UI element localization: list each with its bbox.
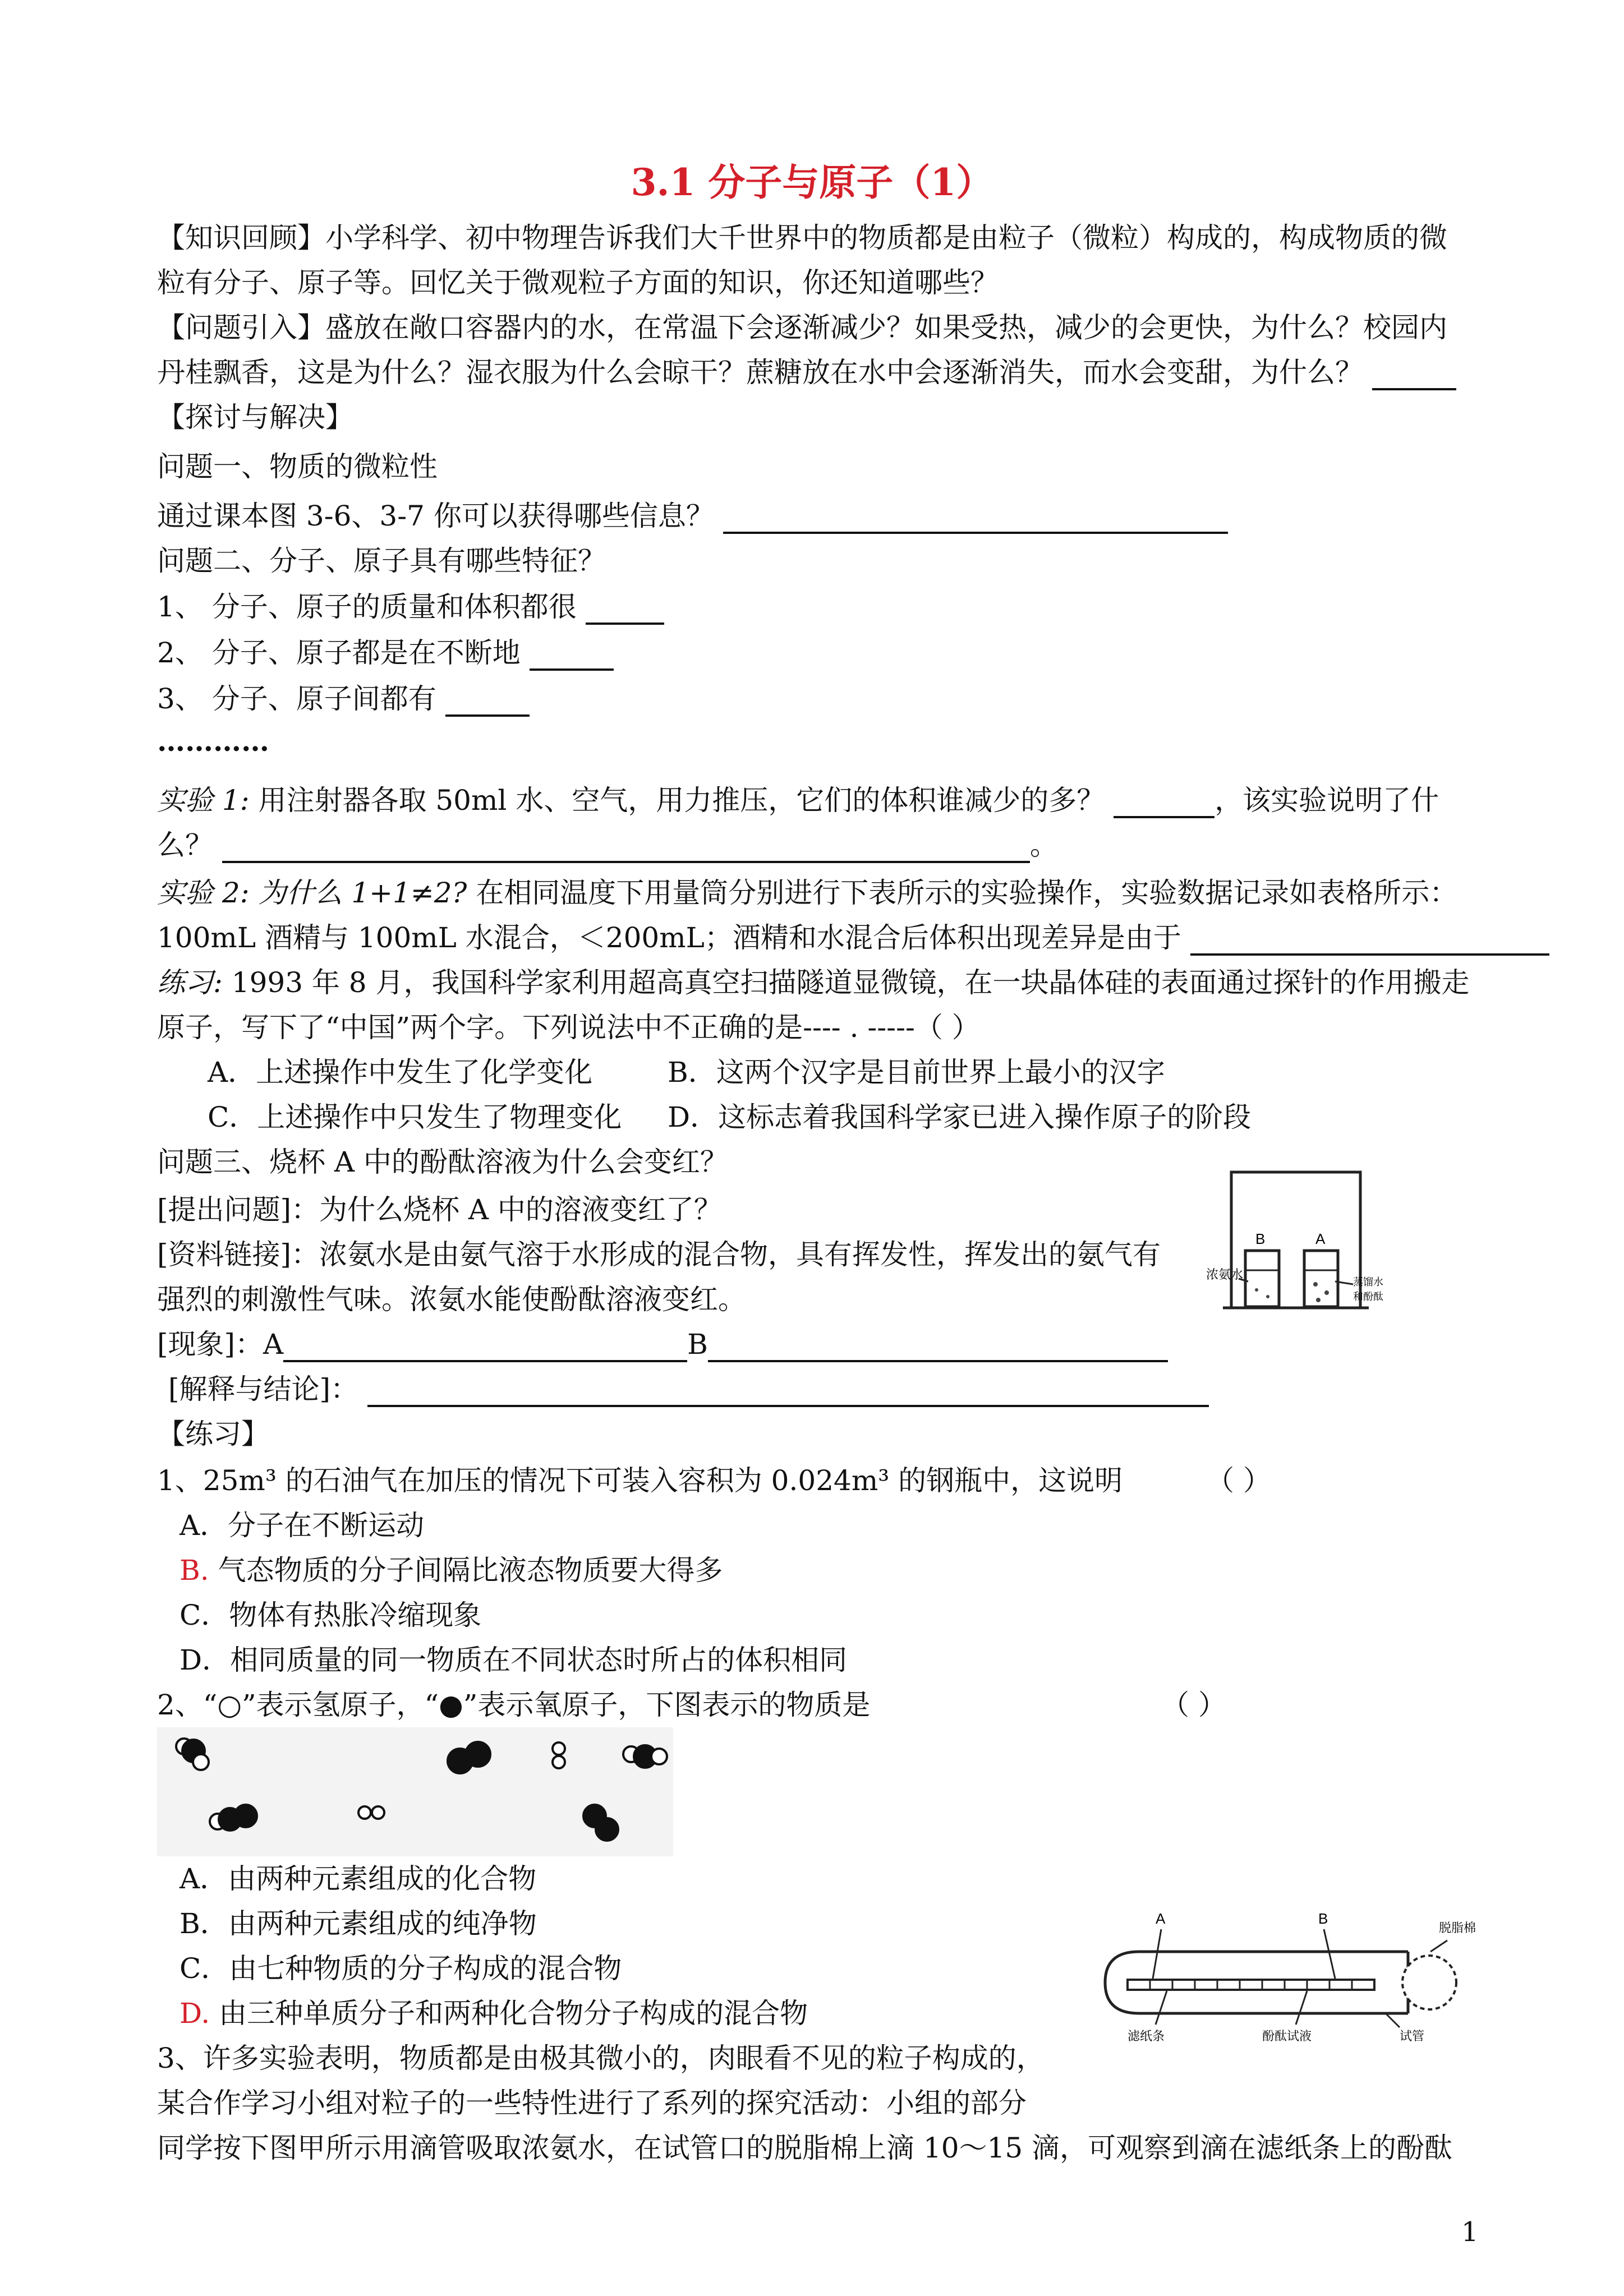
q2-item-2-blank bbox=[530, 639, 614, 671]
exp2-line2-text: 100mL 酒精与 100mL 水混合，＜200mL；酒精和水混合后体积出现差异是由于 bbox=[157, 921, 1181, 954]
ex1-option-b-text: 气态物质的分子间隔比液态物质要大得多 bbox=[209, 1554, 723, 1587]
ex1-option-d: D．相同质量的同一物质在不同状态时所占的体积相同 bbox=[180, 1644, 848, 1676]
ex2-option-d-letter: D. bbox=[180, 1997, 210, 2030]
ex2-option-c: C．由七种物质的分子构成的混合物 bbox=[180, 1952, 622, 1985]
beaker-note-left: 浓氨水 bbox=[1206, 1268, 1244, 1282]
tube-note-tube: 试管 bbox=[1400, 2030, 1425, 2044]
q2-item-2 bbox=[157, 635, 614, 671]
ex2-stem: 2、“○”表示氢原子，“●”表示氧原子，下图表示的物质是 bbox=[157, 1689, 871, 1721]
ex2-option-a: A．由两种元素组成的化合物 bbox=[180, 1862, 537, 1895]
ex2-paren: （ ） bbox=[1161, 1689, 1226, 1721]
oxygen-atom bbox=[596, 1818, 618, 1841]
exp1-line-1 bbox=[157, 782, 1439, 818]
discuss-heading: 【探讨与解决】 bbox=[157, 401, 353, 434]
beaker-diagram bbox=[1206, 1167, 1391, 1329]
ex1-option-a: A．分子在不断运动 bbox=[180, 1509, 425, 1542]
q3-phenomenon bbox=[157, 1326, 1168, 1362]
q1-question: 通过课本图 3-6、3-7 你可以获得哪些信息？ bbox=[157, 500, 714, 532]
practice-label: 练习: bbox=[157, 966, 223, 999]
q2-item-1 bbox=[157, 589, 664, 625]
ex1-paren: （ ） bbox=[1206, 1464, 1271, 1497]
hydrogen-atom bbox=[651, 1749, 667, 1764]
intro-line-2 bbox=[157, 354, 1456, 390]
q3-phen-b: B bbox=[687, 1328, 708, 1361]
q1-heading: 问题一、物质的微粒性 bbox=[157, 450, 438, 483]
ex3-line-3: 同学按下图甲所示用滴管吸取浓氨水，在试管口的脱脂棉上滴 10～15 滴，可观察到滴在滤纸条上的酚酞 bbox=[157, 2132, 1453, 2164]
ex3-line-2: 某合作学习小组对粒子的一些特性进行了系列的探究活动：小组的部分 bbox=[157, 2087, 1027, 2119]
q2-heading: 问题二、分子、原子具有哪些特征？ bbox=[157, 545, 606, 577]
q2-item-3 bbox=[157, 681, 530, 717]
molecule-background bbox=[157, 1727, 673, 1856]
exp1-label: 实验 1: bbox=[157, 784, 250, 817]
exp2-text: 在相同温度下用量筒分别进行下表所示的实验操作，实验数据记录如表格所示： bbox=[467, 877, 1458, 909]
page-title: 3.1 分子与原子（1） bbox=[631, 160, 993, 204]
q1-text bbox=[157, 498, 1228, 534]
review-line-1: 【知识回顾】小学科学、初中物理告诉我们大千世界中的物质都是由粒子（微粒）构成的，构成物质的微 bbox=[157, 222, 1447, 254]
ex1-option-b-letter: B. bbox=[180, 1554, 209, 1587]
tube-note-strip: 滤纸条 bbox=[1128, 2030, 1165, 2044]
tube-note-drops: 酚酞试液 bbox=[1262, 2030, 1312, 2044]
practice-line1: 1993 年 8 月，我国科学家利用超高真空扫描隧道显微镜，在一块晶体硅的表面通过探针的作用搬走 bbox=[222, 966, 1470, 999]
beaker-label-b: B bbox=[1255, 1230, 1266, 1247]
q3-conclusion bbox=[168, 1371, 1209, 1407]
hydrogen-atom bbox=[553, 1742, 565, 1755]
tube-label-a: A bbox=[1156, 1910, 1166, 1927]
exercise-heading: 【练习】 bbox=[157, 1418, 269, 1450]
hydrogen-atom bbox=[193, 1754, 209, 1770]
exp2-blank bbox=[1190, 924, 1549, 956]
q2-ellipsis: ………… bbox=[157, 725, 269, 758]
exp1-blank-1 bbox=[1114, 787, 1214, 818]
q3-phen-a: [现象]：A bbox=[157, 1328, 284, 1361]
q3-phen-a-blank bbox=[283, 1331, 687, 1362]
exp2-line-1 bbox=[157, 875, 1457, 911]
q3-ask: [提出问题]：为什么烧杯 A 中的溶液变红了？ bbox=[157, 1193, 722, 1226]
exp1-text-b: ，该实验说明了什 bbox=[1214, 784, 1439, 817]
ex1-option-c: C．物体有热胀冷缩现象 bbox=[180, 1599, 482, 1631]
q3-info-1: [资料链接]：浓氨水是由氨气溶于水形成的混合物，具有挥发性，挥发出的氨气有 bbox=[157, 1238, 1161, 1271]
q3-concl-blank bbox=[367, 1376, 1209, 1407]
q2-item-1-text: 1、 分子、原子的质量和体积都很 bbox=[157, 591, 577, 623]
page-number: 1 bbox=[1461, 2216, 1479, 2248]
q3-info-2: 强烈的刺激性气味。浓氨水能使酚酞溶液变红。 bbox=[157, 1283, 746, 1316]
exp1-text-a: 用注射器各取 50ml 水、空气，用力推压，它们的体积谁减少的多？ bbox=[249, 784, 1105, 817]
exp1-line-2 bbox=[157, 827, 1058, 863]
oxygen-atom bbox=[466, 1742, 490, 1767]
practice-option-c: C．上述操作中只发生了物理变化 bbox=[208, 1101, 622, 1133]
ex3-line-1: 3、许多实验表明，物质都是由极其微小的，肉眼看不见的粒子构成的， bbox=[157, 2042, 1045, 2074]
review-line-2: 粒有分子、原子等。回忆关于微观粒子方面的知识，你还知道哪些？ bbox=[157, 266, 999, 299]
test-tube-diagram bbox=[1094, 1907, 1481, 2058]
beaker-note-right-2: 和酚酞 bbox=[1353, 1291, 1383, 1303]
oxygen-atom bbox=[234, 1805, 257, 1827]
exp1-line2-b: 。 bbox=[1029, 829, 1058, 861]
molecule-diagram bbox=[157, 1727, 673, 1856]
intro-answer-blank bbox=[1372, 359, 1456, 390]
practice-option-b: B．这两个汉字是目前世界上最小的汉字 bbox=[668, 1056, 1165, 1089]
practice-line-1 bbox=[157, 965, 1470, 1001]
hydrogen-atom bbox=[372, 1806, 384, 1819]
practice-option-d: D．这标志着我国科学家已进入操作原子的阶段 bbox=[668, 1101, 1252, 1133]
exp1-line2-a: 么？ bbox=[157, 829, 213, 861]
beaker-a bbox=[1304, 1251, 1338, 1307]
hydrogen-atom bbox=[553, 1756, 565, 1768]
exp2-label: 实验 2: 为什么 1+1≠2? bbox=[157, 877, 467, 909]
q3-concl-label: [解释与结论]： bbox=[168, 1373, 359, 1405]
q1-answer-blank bbox=[723, 502, 1228, 534]
ex1-stem: 1、25m³ 的石油气在加压的情况下可装入容积为 0.024m³ 的钢瓶中，这说明 bbox=[157, 1464, 1123, 1497]
ex1-option-b bbox=[180, 1552, 723, 1588]
q2-item-3-text: 3、 分子、原子间都有 bbox=[157, 683, 436, 715]
tube-label-b: B bbox=[1318, 1910, 1328, 1927]
beaker-label-a: A bbox=[1315, 1230, 1326, 1247]
filter-paper-strip bbox=[1128, 1980, 1374, 1990]
practice-line-2: 原子，写下了“中国”两个字。下列说法中不正确的是---- . -----（ ） bbox=[157, 1011, 980, 1044]
intro-line-2-text: 丹桂飘香，这是为什么？湿衣服为什么会晾干？蔗糖放在水中会逐渐消失，而水会变甜，为什么？ bbox=[157, 356, 1363, 389]
ex2-option-b: B．由两种元素组成的纯净物 bbox=[180, 1907, 537, 1940]
q2-item-1-blank bbox=[586, 593, 664, 625]
q2-item-3-blank bbox=[445, 685, 530, 717]
beaker-note-right-1: 蒸馏水 bbox=[1353, 1276, 1383, 1288]
ex2-option-d-text: 由三种单质分子和两种化合物分子构成的混合物 bbox=[210, 1997, 808, 2030]
hydrogen-atom bbox=[358, 1806, 371, 1819]
bell-jar bbox=[1231, 1172, 1360, 1307]
intro-line-1: 【问题引入】盛放在敞口容器内的水，在常温下会逐渐减少？如果受热，减少的会更快，为什么？校园内 bbox=[157, 311, 1447, 344]
q3-phen-b-blank bbox=[708, 1331, 1168, 1362]
cotton-plug bbox=[1402, 1956, 1456, 2009]
exp2-line-2 bbox=[157, 920, 1549, 956]
q2-item-2-text: 2、 分子、原子都是在不断地 bbox=[157, 637, 521, 669]
beaker-b bbox=[1245, 1251, 1279, 1307]
tube-note-cotton: 脱脂棉 bbox=[1439, 1921, 1476, 1935]
exp1-blank-2 bbox=[222, 832, 1030, 863]
ex2-option-d bbox=[180, 1995, 808, 2031]
q3-heading: 问题三、烧杯 A 中的酚酞溶液为什么会变红？ bbox=[157, 1146, 728, 1178]
practice-option-a: A．上述操作中发生了化学变化 bbox=[208, 1056, 593, 1089]
